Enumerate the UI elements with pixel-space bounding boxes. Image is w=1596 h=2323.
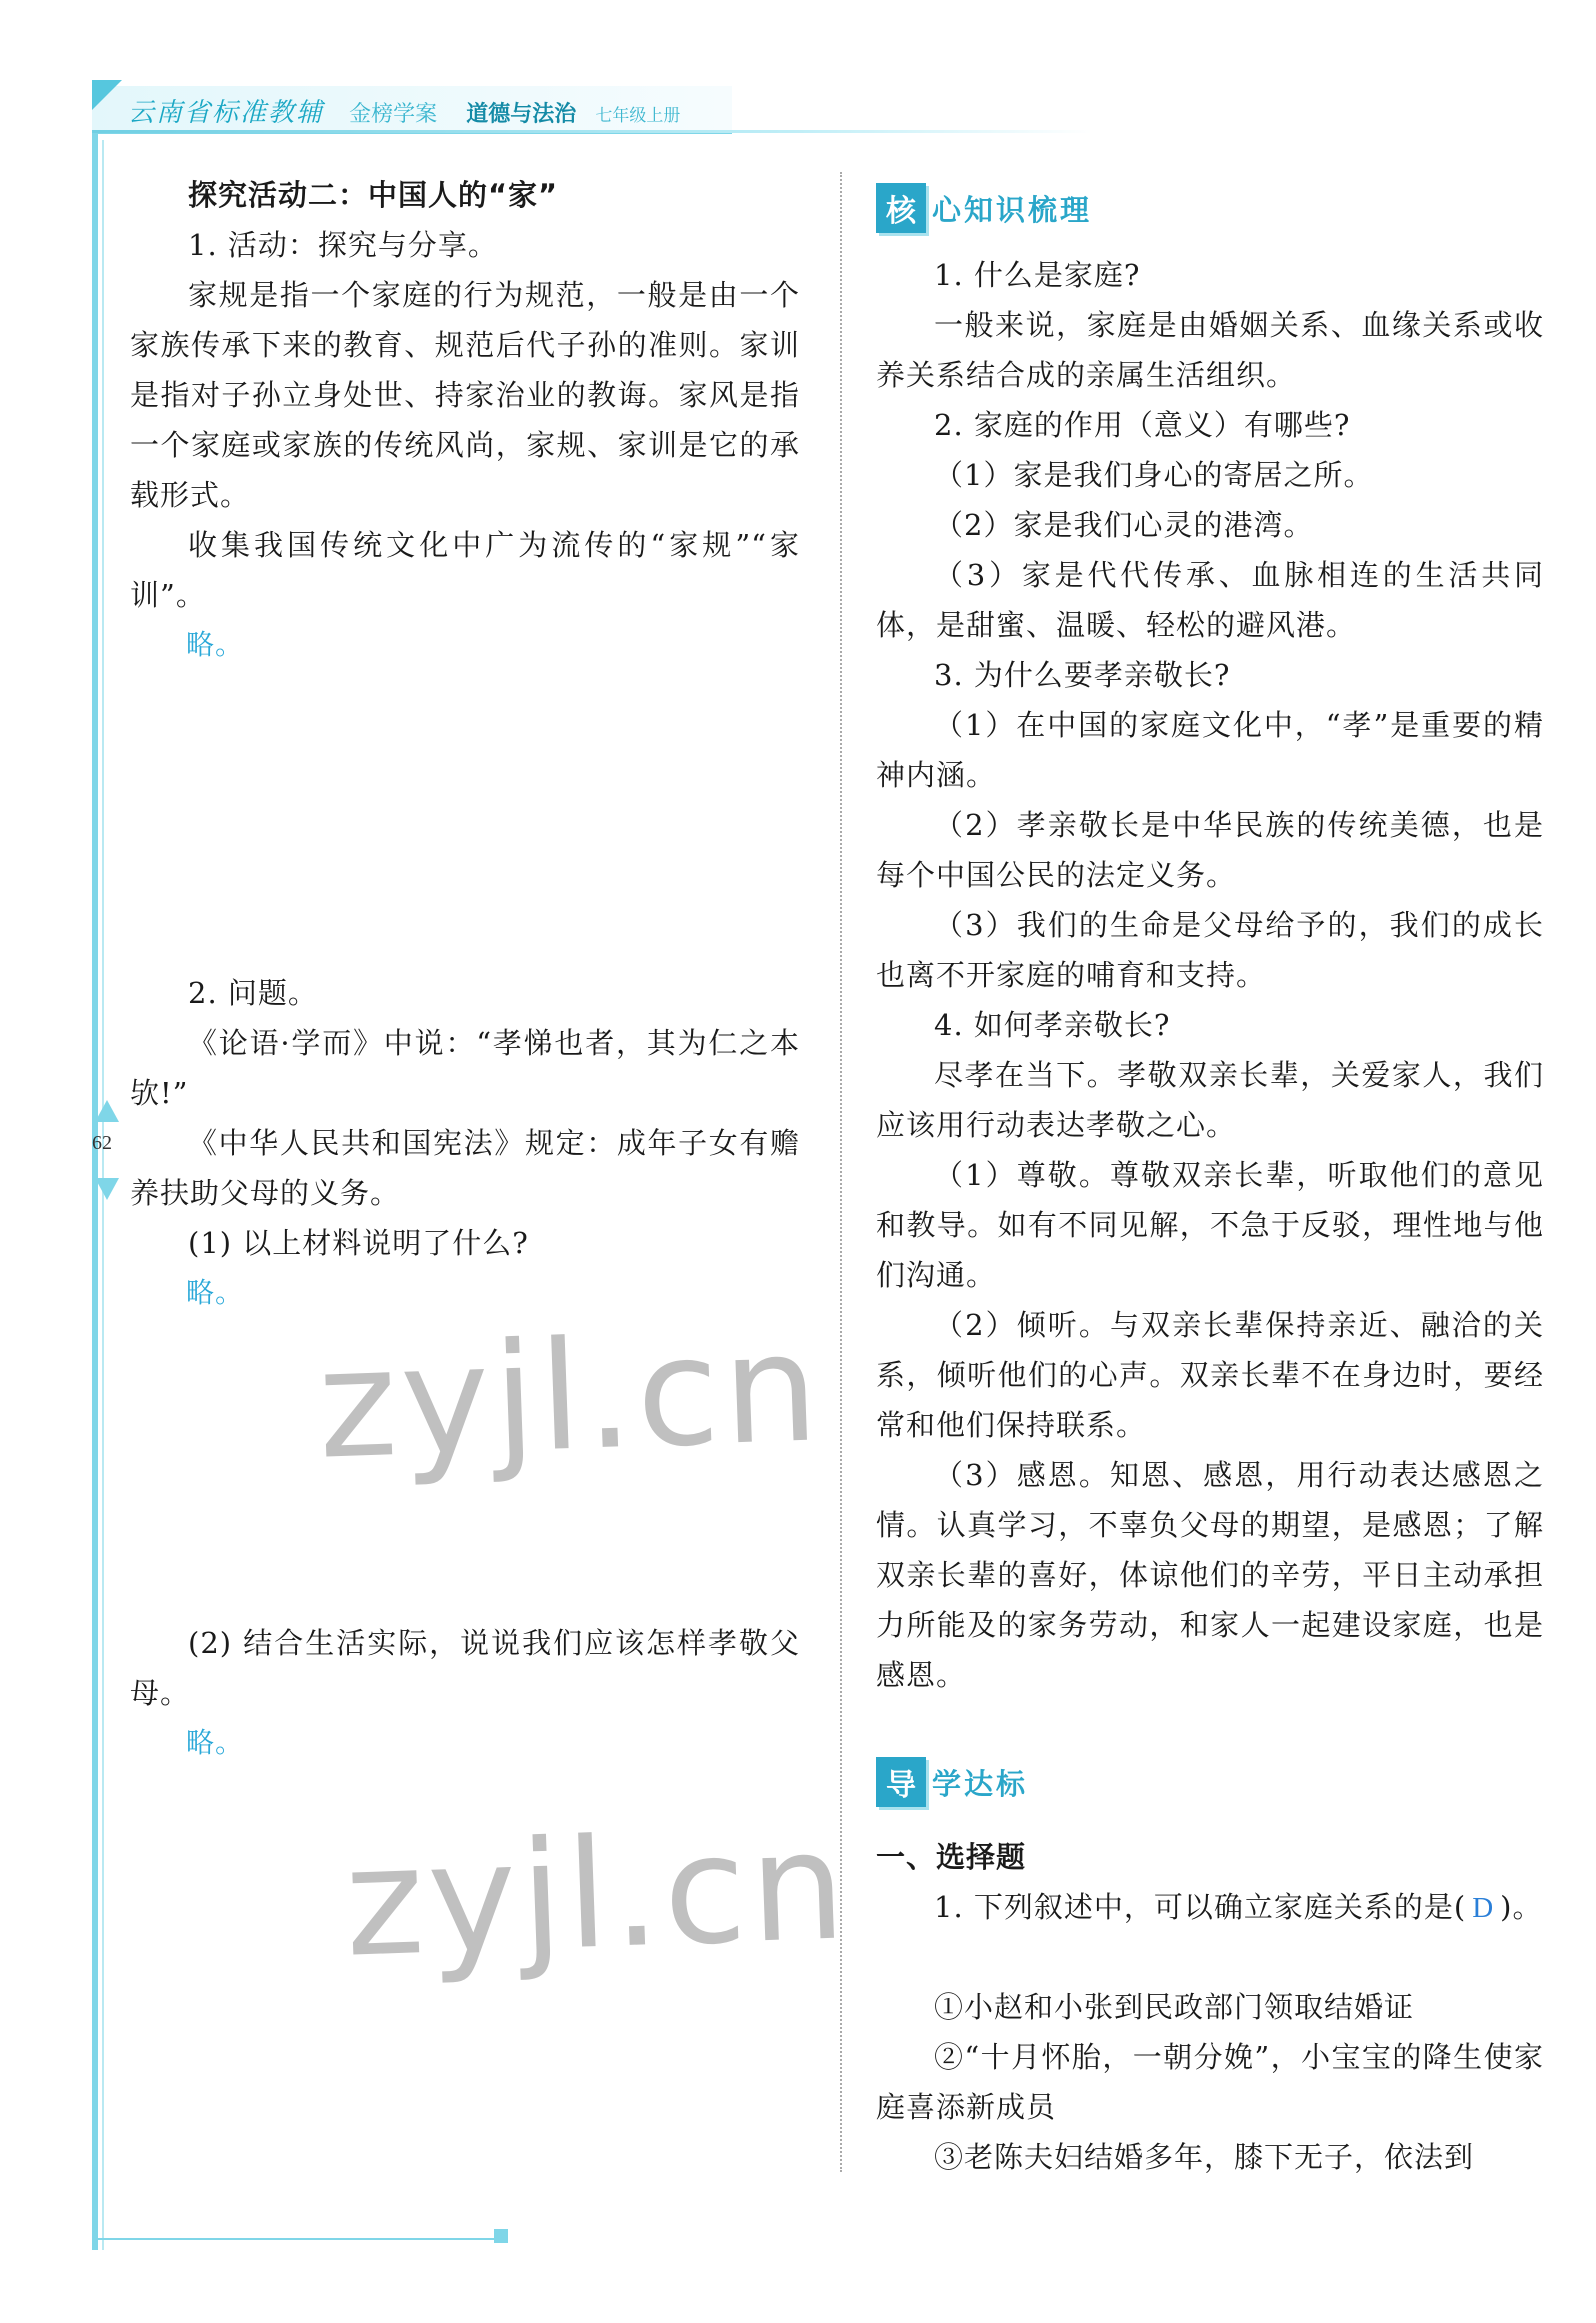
knowledge-a2-1: （1）家是我们身心的寄居之所。 [934,458,1374,492]
knowledge-a2-3: （3）家是代代传承、血脉相连的生活共同体，是甜蜜、温暖、轻松的避风港。 [876,558,1544,642]
watermark: zyjl.cn [315,1301,825,1493]
running-header [128,92,680,129]
choice-question-1 [876,1882,1544,1933]
page-number: 62 [92,1132,112,1154]
question-1: (1) 以上材料说明了什么? [188,1226,529,1260]
header-brand: 金榜学案 [349,102,438,127]
header-corner-flag [92,80,122,110]
choice-option-3: ③老陈夫妇结婚多年，膝下无子，依法到 [934,2140,1475,2174]
choice-question-stem-end: )。 [1500,1890,1543,1924]
knowledge-a4-3: （3）感恩。知恩、感恩，用行动表达感恩之情。认真学习，不辜负父母的期望，是感恩；了解双亲长辈的喜好，体谅他们的辛劳，平日主动承担力所能及的家务劳动，和家人一起建设家庭，也是感恩。 [876,1458,1544,1692]
choice-option-1: ①小赵和小张到民政部门领取结婚证 [934,1990,1415,2024]
page-tab-up-icon [95,1100,119,1122]
choice-option-2: ②“十月怀胎，一朝分娩”，小宝宝的降生使家庭喜添新成员 [876,2040,1544,2124]
page-tab-down-icon [95,1178,119,1200]
footer-rule [92,2238,496,2240]
choice-answer: D [1472,1892,1495,1924]
knowledge-a3-1: （1）在中国的家庭文化中，“孝”是重要的精神内涵。 [876,708,1544,792]
header-series: 云南省标准教辅 [128,98,325,128]
analects-quote: 《论语·学而》中说：“孝悌也者，其为仁之本欤!” [130,1026,800,1110]
answer-placeholder-1: 略。 [186,628,245,661]
knowledge-q3: 3. 为什么要孝亲敬长? [934,658,1231,692]
section-badge: 导 [876,1757,926,1807]
watermark: zyjl.cn [342,1799,852,1991]
constitution-quote: 《中华人民共和国宪法》规定：成年子女有赡养扶助父母的义务。 [130,1126,800,1210]
section-core-knowledge [876,182,1092,234]
answer-placeholder-2: 略。 [186,1276,245,1309]
header-rule [92,130,1092,133]
choice-section-heading: 一、选择题 [876,1840,1027,1874]
section-badge: 核 [876,183,926,233]
section-guided-study [876,1756,1028,1808]
activity-item1-para1: 家规是指一个家庭的行为规范，一般是由一个家族传承下来的教育、规范后代子孙的准则。家训是指对子孙立身处世、持家治业的教诲。家风是指一个家庭或家族的传统风尚，家规、家训是它的承载形式。 [130,278,800,512]
header-grade: 七年级上册 [595,106,681,126]
header-subject: 道德与法治 [466,102,577,127]
knowledge-a3-2: （2）孝亲敬长是中华民族的传统美德，也是每个中国公民的法定义务。 [876,808,1544,892]
knowledge-a1: 一般来说，家庭是由婚姻关系、血缘关系或收养关系结合成的亲属生活组织。 [876,308,1544,392]
question-2: (2) 结合生活实际，说说我们应该怎样孝敬父母。 [130,1626,800,1710]
section-title-text: 学达标 [932,1766,1029,1801]
section-title-text: 心知识梳理 [932,192,1093,227]
knowledge-a4-intro: 尽孝在当下。孝敬双亲长辈，关爱家人，我们应该用行动表达孝敬之心。 [876,1058,1544,1142]
footer-square-icon [494,2229,508,2243]
answer-placeholder-3: 略。 [186,1726,245,1759]
knowledge-a4-2: （2）倾听。与双亲长辈保持亲近、融洽的关系，倾听他们的心声。双亲长辈不在身边时，要经常和他们保持联系。 [876,1308,1544,1442]
activity-item2-heading: 2. 问题。 [188,976,318,1010]
knowledge-a2-2: （2）家是我们心灵的港湾。 [934,508,1314,542]
activity-title: 探究活动二：中国人的“家” [188,178,559,212]
knowledge-a4-1: （1）尊敬。尊敬双亲长辈，听取他们的意见和教导。如有不同见解，不急于反驳，理性地与他们沟通。 [876,1158,1544,1292]
knowledge-q4: 4. 如何孝亲敬长? [934,1008,1171,1042]
activity-item1-heading: 1. 活动：探究与分享。 [188,228,498,262]
knowledge-q2: 2. 家庭的作用（意义）有哪些? [934,408,1351,442]
activity-item1-para2: 收集我国传统文化中广为流传的“家规”“家训”。 [130,528,800,612]
choice-question-stem: 1. 下列叙述中，可以确立家庭关系的是( [934,1890,1467,1924]
knowledge-a3-3: （3）我们的生命是父母给予的，我们的成长也离不开家庭的哺育和支持。 [876,908,1544,992]
knowledge-q1: 1. 什么是家庭? [934,258,1141,292]
